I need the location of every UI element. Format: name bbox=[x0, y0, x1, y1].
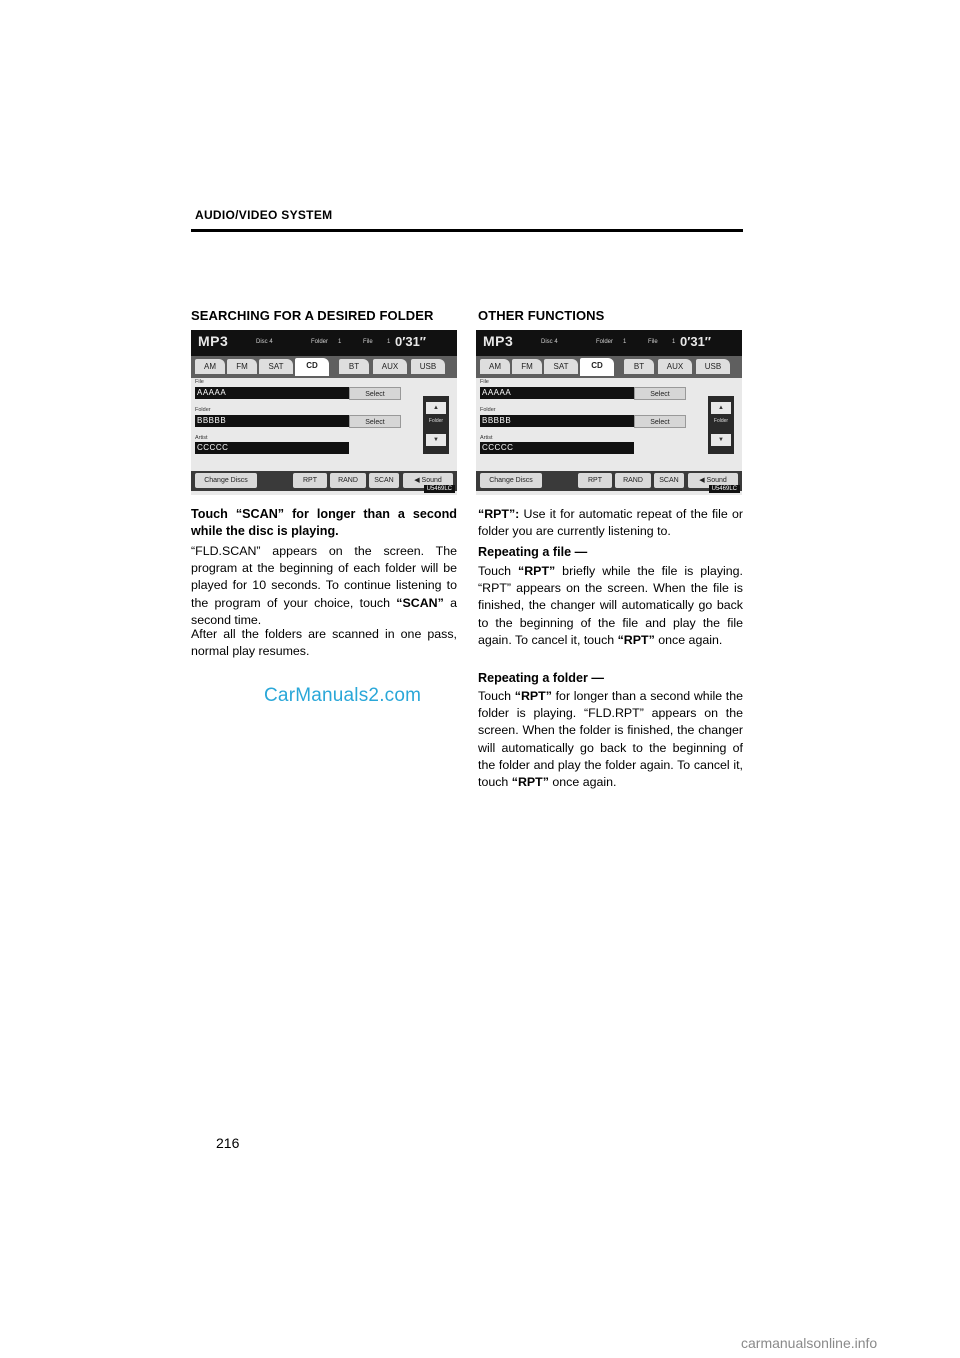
tab-usb[interactable]: USB bbox=[411, 359, 445, 374]
disc-label: Disc 4 bbox=[256, 339, 273, 345]
disc-label: Disc 4 bbox=[541, 339, 558, 345]
folder-name-field: BBBBB bbox=[195, 415, 349, 427]
artist-field-label: Artist bbox=[480, 435, 493, 441]
tab-sat[interactable]: SAT bbox=[544, 359, 578, 374]
folder-down-icon[interactable]: ▼ bbox=[711, 434, 731, 446]
change-discs-button[interactable]: Change Discs bbox=[195, 473, 257, 488]
left-paragraph-2: “FLD.SCAN” appears on the screen. The program at the beginning of each folder will be played for 10 seconds. To continue listening to the program of your choice, touch “SCAN” a second time. bbox=[191, 544, 457, 627]
header-rule bbox=[191, 229, 743, 232]
player-body bbox=[476, 378, 742, 495]
section-header: AUDIO/VIDEO SYSTEM bbox=[195, 208, 333, 222]
repeat-file-text: Touch “RPT” briefly while the file is playing. “RPT” appears on the screen. When the file is finished, the changer will automatically go back to the beginning of the file and play the file again. To cancel it, touch “RPT” once again. bbox=[478, 564, 743, 647]
watermark-link[interactable]: CarManuals2.com bbox=[264, 685, 422, 706]
tab-bt[interactable]: BT bbox=[339, 359, 369, 374]
folder-select-button[interactable]: Select bbox=[349, 415, 401, 428]
file-name-field: AAAAA bbox=[480, 387, 634, 399]
tab-fm[interactable]: FM bbox=[227, 359, 257, 374]
player-body bbox=[191, 378, 457, 495]
change-discs-button[interactable]: Change Discs bbox=[480, 473, 542, 488]
file-indicator-number: 1 bbox=[387, 339, 391, 345]
repeat-folder-text: Touch “RPT” for longer than a second while the folder is playing. “FLD.RPT” appears on the screen. When the folder is finished, the changer will automatically go back to the beginning of the folder and play the folder again. To cancel it, touch “RPT” once again. bbox=[478, 689, 743, 790]
sound-button[interactable]: ◀ Sound bbox=[688, 473, 738, 488]
tab-cd[interactable]: CD bbox=[295, 358, 329, 376]
file-field-label: File bbox=[480, 379, 489, 385]
artist-name-field: CCCCC bbox=[480, 442, 634, 454]
repeat-folder-heading: Repeating a folder — bbox=[478, 671, 604, 685]
rand-button[interactable]: RAND bbox=[330, 473, 366, 488]
tab-aux[interactable]: AUX bbox=[658, 359, 692, 374]
artist-name-field: CCCCC bbox=[195, 442, 349, 454]
file-indicator-label: File bbox=[648, 339, 658, 345]
tab-am[interactable]: AM bbox=[195, 359, 225, 374]
scan-button[interactable]: SCAN bbox=[369, 473, 399, 488]
page-number: 216 bbox=[216, 1135, 240, 1151]
left-paragraph-3: After all the folders are scanned in one pass, normal play resumes. bbox=[191, 627, 457, 659]
function-bar bbox=[476, 471, 742, 491]
function-bar bbox=[191, 471, 457, 491]
source-tabs bbox=[476, 356, 742, 378]
folder-field-label: Folder bbox=[195, 407, 211, 413]
folder-control bbox=[423, 396, 449, 454]
repeat-file-heading: Repeating a file — bbox=[478, 545, 588, 559]
left-instruction: Touch “SCAN” for longer than a second while the disc is playing. bbox=[191, 507, 457, 539]
play-time: 0′31″ bbox=[680, 334, 712, 349]
rpt-button[interactable]: RPT bbox=[578, 473, 612, 488]
scan-button[interactable]: SCAN bbox=[654, 473, 684, 488]
file-field-label: File bbox=[195, 379, 204, 385]
play-time: 0′31″ bbox=[395, 334, 427, 349]
folder-control-label: Folder bbox=[713, 418, 729, 424]
tab-sat[interactable]: SAT bbox=[259, 359, 293, 374]
file-select-button[interactable]: Select bbox=[634, 387, 686, 400]
mode-label: MP3 bbox=[483, 333, 514, 349]
file-indicator-number: 1 bbox=[672, 339, 676, 345]
footer-source[interactable]: carmanualsonline.info bbox=[741, 1335, 878, 1351]
figure-code: U5469LC bbox=[709, 485, 740, 493]
file-name-field: AAAAA bbox=[195, 387, 349, 399]
status-bar bbox=[476, 330, 742, 356]
folder-indicator-number: 1 bbox=[338, 339, 342, 345]
screen-illustration-left bbox=[191, 330, 457, 495]
mode-label: MP3 bbox=[198, 333, 229, 349]
folder-control-label: Folder bbox=[428, 418, 444, 424]
tab-aux[interactable]: AUX bbox=[373, 359, 407, 374]
status-bar bbox=[191, 330, 457, 356]
rpt-description: “RPT”: Use it for automatic repeat of the file or folder you are currently listening to. bbox=[478, 507, 743, 539]
folder-indicator-number: 1 bbox=[623, 339, 627, 345]
folder-up-icon[interactable]: ▲ bbox=[711, 402, 731, 414]
folder-field-label: Folder bbox=[480, 407, 496, 413]
tab-usb[interactable]: USB bbox=[696, 359, 730, 374]
folder-indicator-label: Folder bbox=[311, 339, 329, 345]
tab-fm[interactable]: FM bbox=[512, 359, 542, 374]
file-indicator-label: File bbox=[363, 339, 373, 345]
file-select-button[interactable]: Select bbox=[349, 387, 401, 400]
folder-control bbox=[708, 396, 734, 454]
right-section-title: OTHER FUNCTIONS bbox=[478, 308, 605, 323]
rand-button[interactable]: RAND bbox=[615, 473, 651, 488]
screen-illustration-right bbox=[476, 330, 742, 495]
folder-select-button[interactable]: Select bbox=[634, 415, 686, 428]
tab-am[interactable]: AM bbox=[480, 359, 510, 374]
left-section-title: SEARCHING FOR A DESIRED FOLDER bbox=[191, 308, 434, 323]
folder-name-field: BBBBB bbox=[480, 415, 634, 427]
artist-field-label: Artist bbox=[195, 435, 208, 441]
rpt-button[interactable]: RPT bbox=[293, 473, 327, 488]
folder-down-icon[interactable]: ▼ bbox=[426, 434, 446, 446]
folder-indicator-label: Folder bbox=[596, 339, 614, 345]
tab-bt[interactable]: BT bbox=[624, 359, 654, 374]
folder-up-icon[interactable]: ▲ bbox=[426, 402, 446, 414]
source-tabs bbox=[191, 356, 457, 378]
sound-button[interactable]: ◀ Sound bbox=[403, 473, 453, 488]
tab-cd[interactable]: CD bbox=[580, 358, 614, 376]
figure-code: U5469LC bbox=[424, 485, 455, 493]
